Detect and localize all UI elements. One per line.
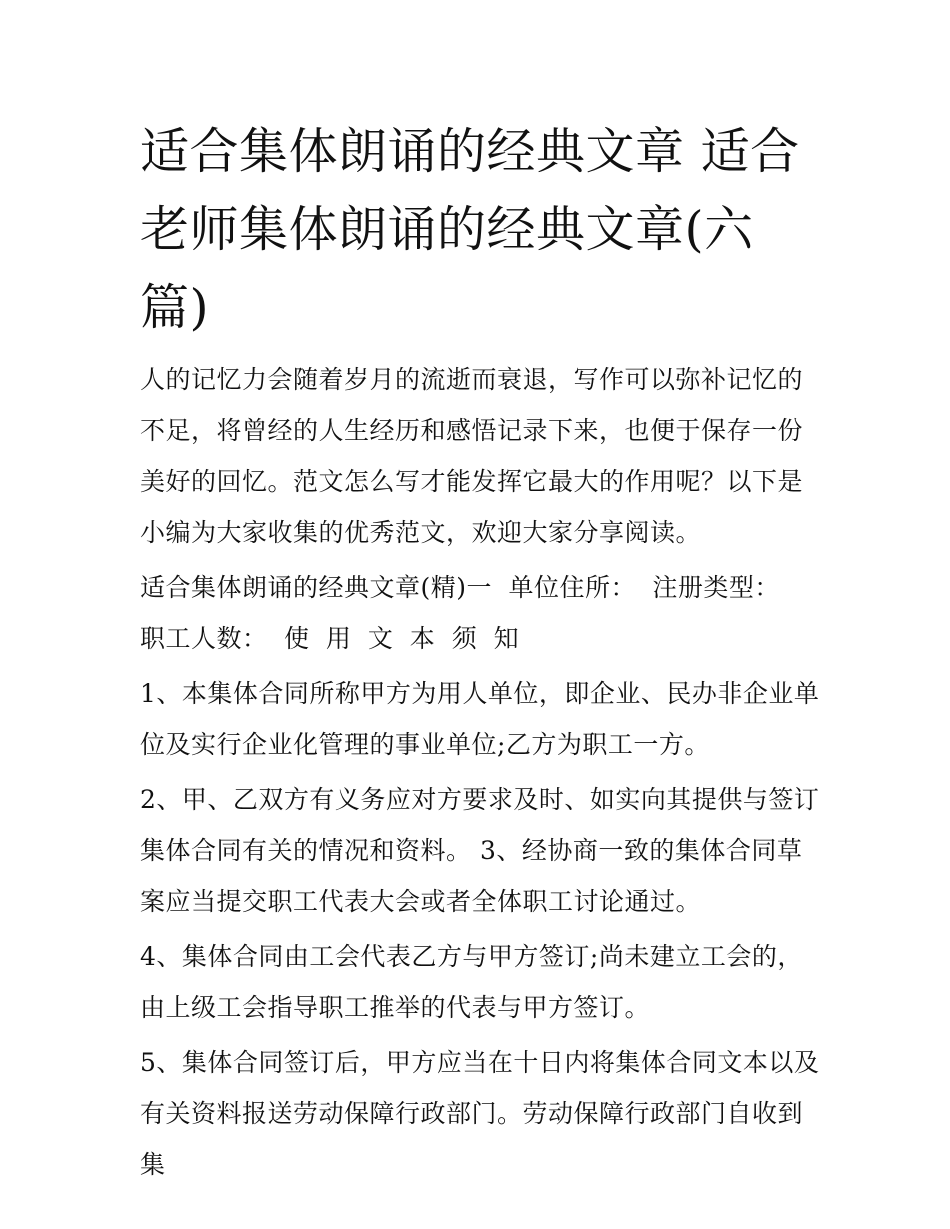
document-body bbox=[140, 354, 820, 1194]
section-heading-paragraph: 适合集体朗诵的经典文章(精)一 单位住所： 注册类型： 职工人数： 使 用 文 本 须 知 bbox=[140, 573, 780, 653]
intro-paragraph: 人的记忆力会随着岁月的流逝而衰退，写作可以弥补记忆的不足，将曾经的人生经历和感悟记录下来，也便于保存一份美好的回忆。范文怎么写才能发挥它最大的作用呢？以下是小编为大家收集的优秀范文，欢迎大家分享阅读。 bbox=[140, 365, 804, 547]
clause-4-paragraph: 4、集体合同由工会代表乙方与甲方签订;尚未建立工会的，由上级工会指导职工推举的代表与甲方签订。 bbox=[140, 942, 803, 1022]
clause-1-paragraph: 1、本集体合同所称甲方为用人单位，即企业、民办非企业单位及实行企业化管理的事业单位;乙方为职工一方。 bbox=[140, 679, 820, 759]
document-title: 适合集体朗诵的经典文章 适合老师集体朗诵的经典文章(六篇) bbox=[140, 123, 800, 336]
clause-5-paragraph: 5、集体合同签订后，甲方应当在十日内将集体合同文本以及有关资料报送劳动保障行政部门。劳动保障行政部门自收到集 bbox=[140, 1048, 820, 1179]
clause-2-3-paragraph: 2、甲、乙双方有义务应对方要求及时、如实向其提供与签订集体合同有关的情况和资料。 3、经协商一致的集体合同草案应当提交职工代表大会或者全体职工讨论通过。 bbox=[140, 785, 820, 916]
